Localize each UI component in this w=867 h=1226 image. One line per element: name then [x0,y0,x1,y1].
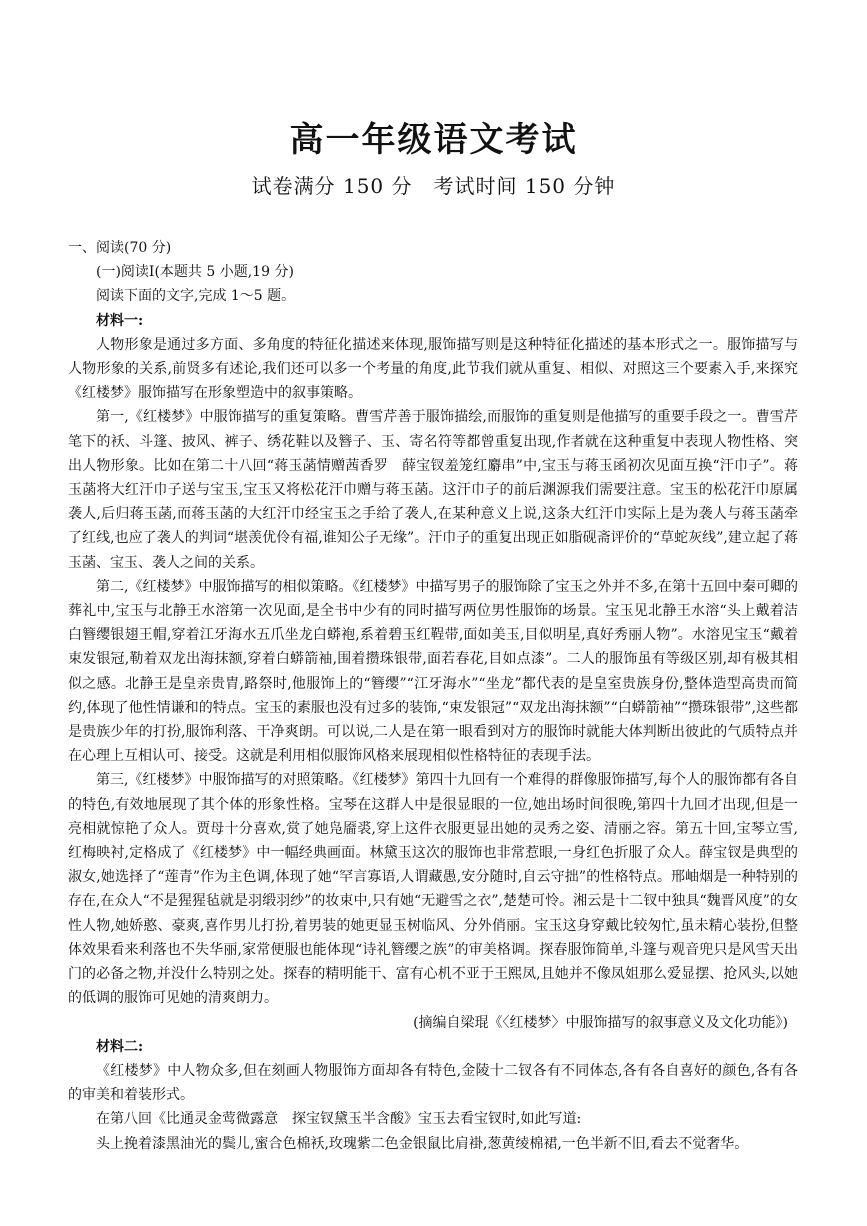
section-heading: 一、阅读(70 分) [68,240,172,256]
paragraph-1: 人物形象是通过多方面、多角度的特征化描述来体现,服饰描写则是这种特征化描述的基本形式之一。服饰描写与人物形象的关系,前贤多有述论,我们还可以多一个考量的角度,此节我们就从重复、相似、对照这三个要素入手,来探究《红楼梦》服饰描写在形象塑造中的叙事策略。 [68,336,798,402]
page-title: 高一年级语文考试 [289,120,578,160]
paragraph-6: 在第八回《比通灵金莺微露意 探宝钗黛玉半含酸》宝玉去看宝钗时,如此写道: [96,1111,582,1128]
paragraph-3: 第二,《红楼梦》中服饰描写的相似策略。《红楼梦》中描写男子的服饰除了宝玉之外并不多,在第十五回中秦可卿的葬礼中,宝玉与北静王水溶第一次见面,是全书中少有的同时描写两位男性服饰的场景。宝玉见北静王水溶“头上戴着洁白簪缨银翅王帽,穿着江牙海水五爪坐龙白蟒袍,系着碧玉红鞓带,面如美玉,目似明星,真好秀丽人物”。水溶见宝玉“戴着束发银冠,勒着双龙出海抹额,穿着白蟒箭袖,围着攒珠银带,面若春花,目如点漆”。二人的服饰虽有等级区别,却有极其相似之感。北静王是皇亲贵胄,路祭时,他服饰上的“簪缨”“江牙海水”“坐龙”都代表的是皇室贵族身份,整体造型高贵而简约,体现了他性情谦和的特点。宝玉的素服也没有过多的装饰,“束发银冠”“双龙出海抹额”“白蟒箭袖”“攒珠银带”,这些都是贵族少年的打扮,服饰利落、干净爽朗。可以说,二人是在第一眼看到对方的服饰时就能大体判断出彼此的气质特点并在心理上互相认可、接受。这就是利用相似服饰风格来展现相似性格特征的表现手法。 [68,578,798,765]
material-two-label: 材料二: [96,1038,144,1055]
exam-content [68,236,798,1156]
paragraph-4: 第三,《红楼梦》中服饰描写的对照策略。《红楼梦》第四十九回有一个难得的群像服饰描写,每个人的服饰都有各自的特色,有效地展现了其个体的形象性格。宝琴在这群人中是很显眼的一位,她出场时间很晚,第四十九回才出现,但是一亮相就惊艳了众人。贾母十分喜欢,赏了她凫靥裘,穿上这件衣服更显出她的灵秀之姿、清丽之容。第五十回,宝琴立雪,红梅映衬,定格成了《红楼梦》中一幅经典画面。林黛玉这次的服饰也非常惹眼,一身红色折服了众人。薛宝钗是典型的淑女,她选择了“莲青”作为主色调,体现了她“罕言寡语,人谓藏愚,安分随时,自云守拙”的性格特点。邢岫烟是一种特别的存在,在众人“不是猩猩毡就是羽缎羽纱”的妆束中,只有她“无避雪之衣”,楚楚可怜。湘云是十二钗中独具“魏晋风度”的女性人物,她娇憨、豪爽,喜作男儿打扮,着男装的她更显玉树临风、分外俏丽。宝玉这身穿戴比较匆忙,虽未精心装扮,但整体效果看来利落也不失华丽,家常便服也能体现“诗礼簪缨之族”的审美格调。探春服饰简单,斗篷与观音兜只是风雪天出门的必备之物,并没什么特别之处。探春的精明能干、富有心机不亚于王熙凤,且她并不像凤姐那么爱显摆、抢风头,以她的低调的服饰可见她的清爽朗力。 [68,772,798,1007]
paragraph-5: 《红楼梦》中人物众多,但在刻画人物服饰方面却各有特色,金陵十二钗各有不同体态,各有各自喜好的颜色,各有各的审美和着装形式。 [68,1062,798,1104]
exam-info: 试卷满分 150 分 考试时间 150 分钟 [251,174,616,198]
paragraph-2: 第一,《红楼梦》中服饰描写的重复策略。曹雪芹善于服饰描绘,而服饰的重复则是他描写的重要手段之一。曹雪芹笔下的袄、斗篷、披风、裤子、绣花鞋以及簪子、玉、寄名符等都曾重复出现,作者就在这种重复中表现人物性格、突出人物形象。比如在第二十八回“蒋玉菡情赠茜香罗 薛宝钗羞笼红麝串”中,宝玉与蒋玉函初次见面互换“汗巾子”。蒋玉菡将大红汗巾子送与宝玉,宝玉又将松花汗巾赠与蒋玉菡。这汗巾子的前后渊源我们需要注意。宝玉的松花汗巾原属袭人,后归蒋玉菡,而蒋玉菡的大红汗巾经宝玉之手给了袭人,在某种意义上说,这条大红汗巾实际上是为袭人与蒋玉菡牵了红线,也应了袭人的判词“堪羡优伶有福,谁知公子无缘”。汗巾子的重复出现正如脂砚斋评价的“草蛇灰线”,建立起了蒋玉菡、宝玉、袭人之间的关系。 [68,409,798,571]
material-one-label: 材料一: [96,312,144,329]
paragraph-7: 头上挽着漆黑油光的鬓儿,蜜合色棉袄,玫瑰紫二色金银鼠比肩褂,葱黄绫棉裙,一色半新不旧,看去不觉奢华。 [96,1135,749,1152]
subsection-heading: (一)阅读Ⅰ(本题共 5 小题,19 分) [96,264,294,281]
instruction-text: 阅读下面的文字,完成 1～5 题。 [96,288,296,305]
source-citation: (摘编自梁琨《〈红楼梦〉中服饰描写的叙事意义及文化功能》) [413,1014,788,1031]
